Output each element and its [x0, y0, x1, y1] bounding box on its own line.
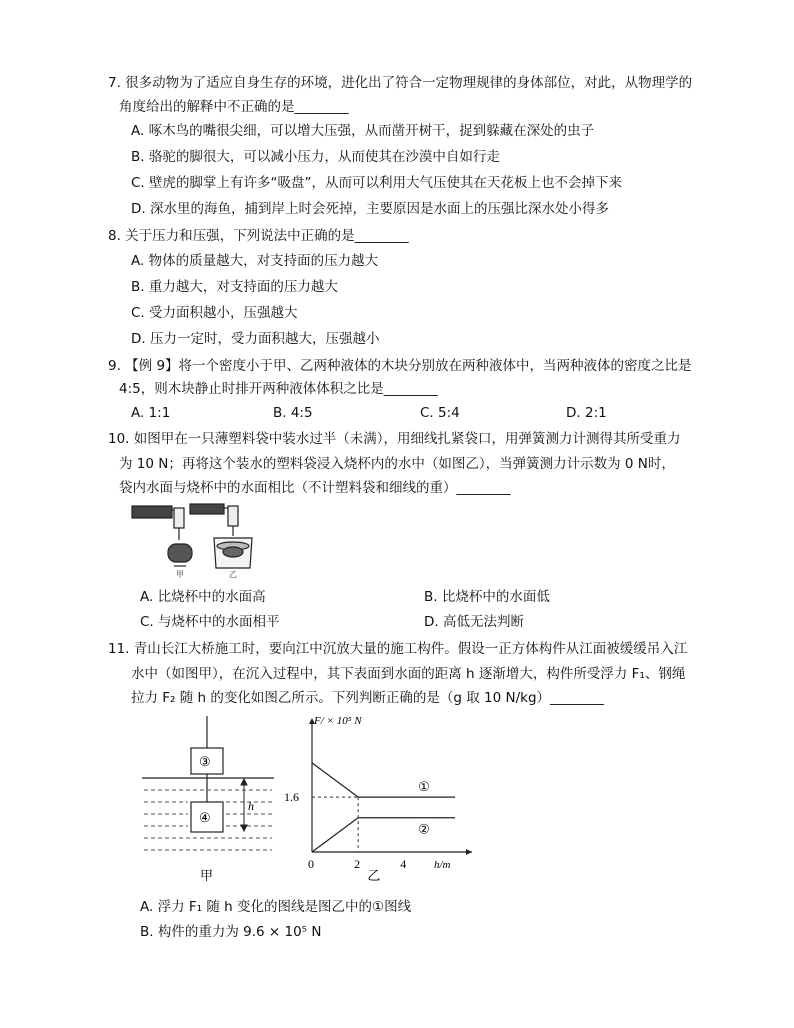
x-tick-0: 0 — [308, 857, 314, 871]
q11-box-bottom-label: ④ — [199, 810, 211, 825]
q11-chart — [282, 712, 482, 887]
x-tick-4: 4 — [400, 857, 407, 871]
x-tick-2: 2 — [354, 857, 361, 871]
q11-figure-jia — [138, 712, 278, 887]
q10-option-a: A. 比烧杯中的水面高 — [140, 589, 266, 605]
q9-option-b: B. 4:5 — [273, 405, 313, 421]
q9-stem-line2: 4:5，则木块静止时排开两种液体体积之比是________ — [119, 381, 438, 397]
q11-stem-line3: 拉力 F₂ 随 h 的变化如图乙所示。下列判断正确的是（g 取 10 N/kg）________ — [131, 690, 605, 706]
q10-figure — [128, 500, 258, 578]
q7-option-b: B. 骆驼的脚很大，可以减小压力，从而使其在沙漠中自如行走 — [131, 149, 500, 165]
chart-labels — [284, 715, 451, 883]
q8-option-c: C. 受力面积越小，压强越大 — [131, 305, 298, 321]
x-axis-arrow — [466, 849, 472, 855]
q9-option-c: C. 5:4 — [420, 405, 460, 421]
q11-option-a: A. 浮力 F₁ 随 h 变化的图线是图乙中的①图线 — [140, 899, 412, 915]
chart-axes — [309, 718, 472, 855]
q8-option-a: A. 物体的质量越大，对支持面的压力越大 — [131, 253, 379, 269]
q7-option-a: A. 啄木鸟的嘴很尖细，可以增大压强，从而凿开树干，捉到躲藏在深处的虫子 — [131, 123, 595, 139]
q11-box-top-label: ③ — [199, 754, 211, 769]
q10-stem-line2: 为 10 N；再将这个装水的塑料袋浸入烧杯内的水中（如图乙），当弹簧测力计示数为 0 N时， — [119, 456, 675, 472]
series-label-2: ② — [418, 821, 430, 837]
chart-caption: 乙 — [367, 868, 381, 883]
q10-option-d: D. 高低无法判断 — [424, 614, 524, 630]
y-tick-1.6: 1.6 — [284, 790, 299, 805]
q10-figure-yi — [190, 504, 252, 568]
series-line-2 — [312, 818, 455, 852]
q8-option-d: D. 压力一定时，受力面积越大，压强越小 — [131, 331, 380, 347]
q8-option-b: B. 重力越大，对支持面的压力越大 — [131, 279, 338, 295]
q9-option-a: A. 1:1 — [131, 405, 171, 421]
x-axis-label: h/m — [434, 859, 451, 871]
q8-stem: 8. 关于压力和压强，下列说法中正确的是________ — [108, 228, 409, 244]
series-label-1: ① — [418, 779, 430, 795]
q11-caption-jia: 甲 — [200, 868, 214, 883]
q7-option-d: D. 深水里的海鱼，捕到岸上时会死掉，主要原因是水面上的压强比深水处小得多 — [131, 201, 609, 217]
q10-option-c: C. 与烧杯中的水面相平 — [140, 614, 280, 630]
q10-stem-line1: 10. 如图甲在一只薄塑料袋中装水过半（未满），用细线扎紧袋口，用弹簧测力计测得其所受重力 — [108, 431, 681, 447]
q11-h-label: h — [248, 799, 254, 813]
q10-figure-jia — [132, 506, 192, 566]
chart-series — [312, 763, 455, 852]
q7-stem-line2: 角度给出的解释中不正确的是________ — [119, 99, 349, 115]
q9-option-d: D. 2:1 — [566, 405, 607, 421]
q10-option-b: B. 比烧杯中的水面低 — [424, 589, 550, 605]
q11-option-b: B. 构件的重力为 9.6 × 10⁵ N — [140, 924, 322, 940]
series-line-1 — [312, 763, 455, 797]
q7-stem-line1: 7. 很多动物为了适应自身生存的环境，进化出了符合一定物理规律的身体部位，对此，从物理学的 — [108, 75, 693, 91]
q11-stem-line1: 11. 青山长江大桥施工时，要向江中沉放大量的施工构件。假设一正方体构件从江面被缓缓吊入江 — [108, 641, 688, 657]
q9-stem-line1: 9. 【例 9】将一个密度小于甲、乙两种液体的木块分别放在两种液体中，当两种液体的密度之比是 — [108, 358, 692, 374]
q10-stem-line3: 袋内水面与烧杯中的水面相比（不计塑料袋和细线的重）________ — [119, 480, 511, 496]
y-axis-label: F/ × 10⁵ N — [314, 715, 362, 727]
q11-stem-line2: 水中（如图甲），在沉入过程中，其下表面到水面的距离 h 逐渐增大，构件所受浮力 F₁、钢绳 — [131, 666, 686, 682]
q10-label-jia: 甲 — [176, 570, 184, 578]
q10-label-yi: 乙 — [229, 570, 237, 578]
q7-option-c: C. 壁虎的脚掌上有许多“吸盘”，从而可以利用大气压使其在天花板上也不会掉下来 — [131, 175, 622, 191]
